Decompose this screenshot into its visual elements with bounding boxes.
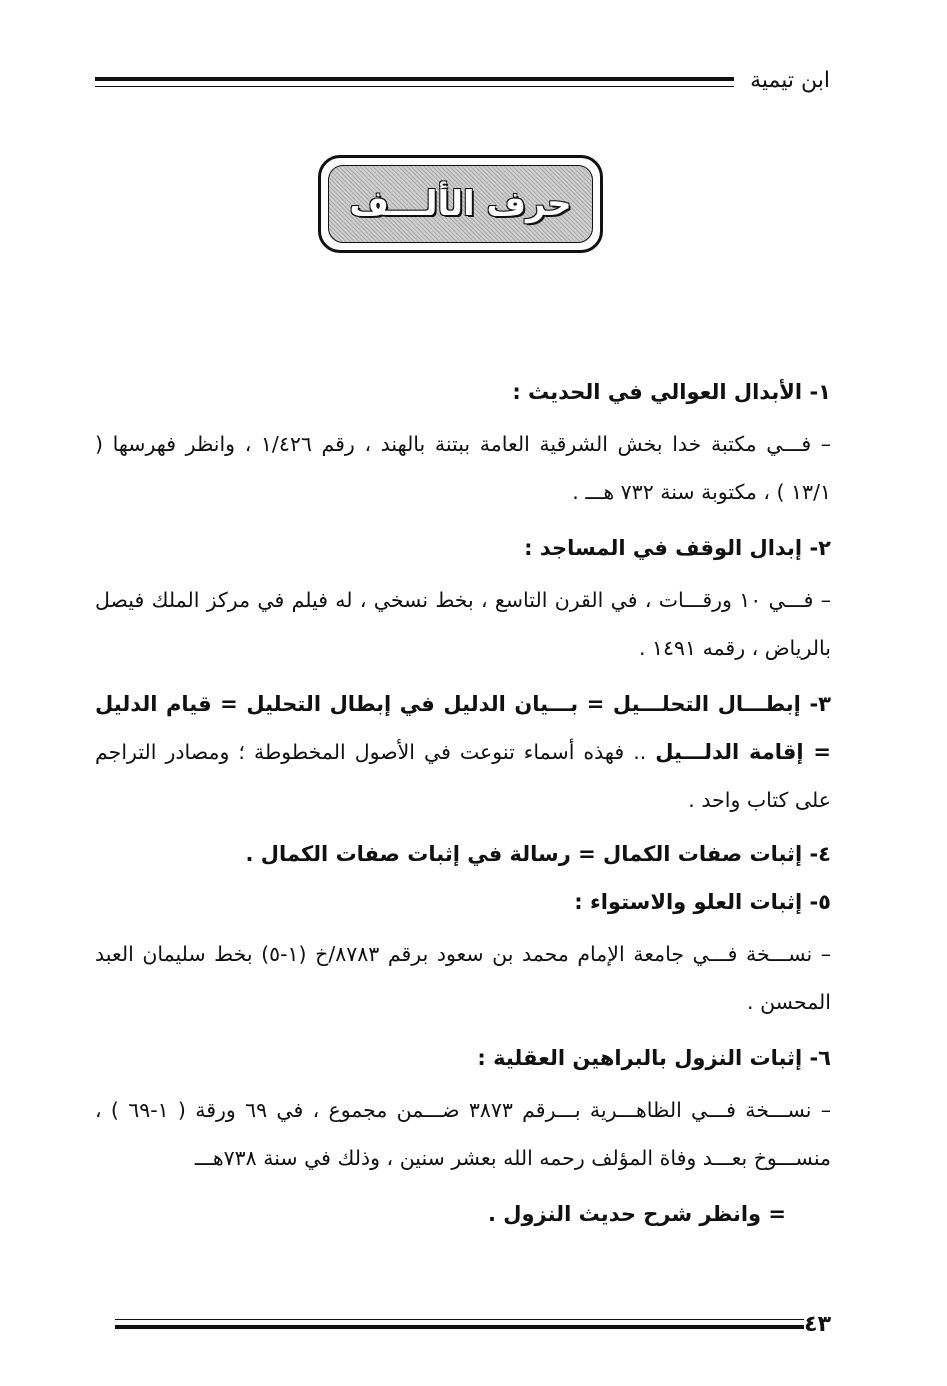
entry-heading: ١- الأبدال العوالي في الحديث :: [512, 380, 831, 404]
entry-description: .. فهذه أسماء تنوعت في الأصول المخطوطة ؛ ومصادر التراجم على كتاب واحد .: [95, 740, 831, 812]
entry-heading: ٦- إثبات النزول بالبراهين العقلية :: [477, 1046, 831, 1070]
section-title: حرف الألـــف: [349, 184, 572, 224]
entry-description: – نســـخة فـــي الظاهـــرية بـــرقم ٣٨٧٣ ضـــمن مجموع ، في ٦٩ ورقة ( ١-٦٩ ) ، منســـوخ بعـــد وفاة المؤلف رحمه الله بعشر سنين ، وذلك في سنة ٧٣٨هـــ: [95, 1098, 832, 1170]
entry-heading: ٥- إثبات العلو والاستواء :: [574, 890, 831, 914]
running-title: ابن تيمية: [750, 67, 830, 93]
entry-3: [95, 680, 831, 824]
entry-description: – فـــي ١٠ ورقـــات ، في القرن التاسع ، بخط نسخي ، له فيلم في مركز الملك فيصل بالرياض ، رقمه ١٤٩١ .: [95, 588, 831, 660]
page-number: ٤٣: [804, 1311, 831, 1337]
entry-1: [95, 368, 831, 516]
see-also-note: = وانظر شرح حديث النزول .: [487, 1202, 786, 1226]
entry-heading: ٢- إبدال الوقف في المساجد :: [524, 536, 831, 560]
entry-heading: ٤- إثبات صفات الكمال = رسالة في إثبات صفات الكمال .: [245, 842, 831, 866]
entry-heading: ٣- إبطـــال التحلـــيل = بـــيان الدليل في إبطال التحليل = قيام الدليل = إقامة الدلـــيل: [95, 692, 831, 764]
entry-description: – فـــي مكتبة خدا بخش الشرقية العامة ببتنة بالهند ، رقم ١/٤٢٦ ، وانظر فهرسها ( ١٣/١ ) ، مكتوبة سنة ٧٣٢ هـــ .: [95, 432, 831, 504]
page-footer: [95, 1304, 831, 1344]
running-header: [95, 60, 830, 100]
entries-list: [95, 368, 831, 1238]
section-title-box: [318, 155, 603, 253]
entry-paragraph: [95, 680, 831, 824]
entry-5: [95, 878, 831, 1026]
entry-6: [95, 1034, 831, 1238]
entry-4: [95, 830, 831, 878]
header-rule: [95, 77, 734, 87]
entry-2: [95, 524, 831, 672]
section-title-panel: [328, 165, 593, 243]
entry-description: – نســـخة فـــي جامعة الإمام محمد بن سعود برقم ٨٧٨٣/خ (١-٥) بخط سليمان العبد المحسن .: [95, 942, 832, 1014]
footer-rule: [115, 1319, 804, 1329]
